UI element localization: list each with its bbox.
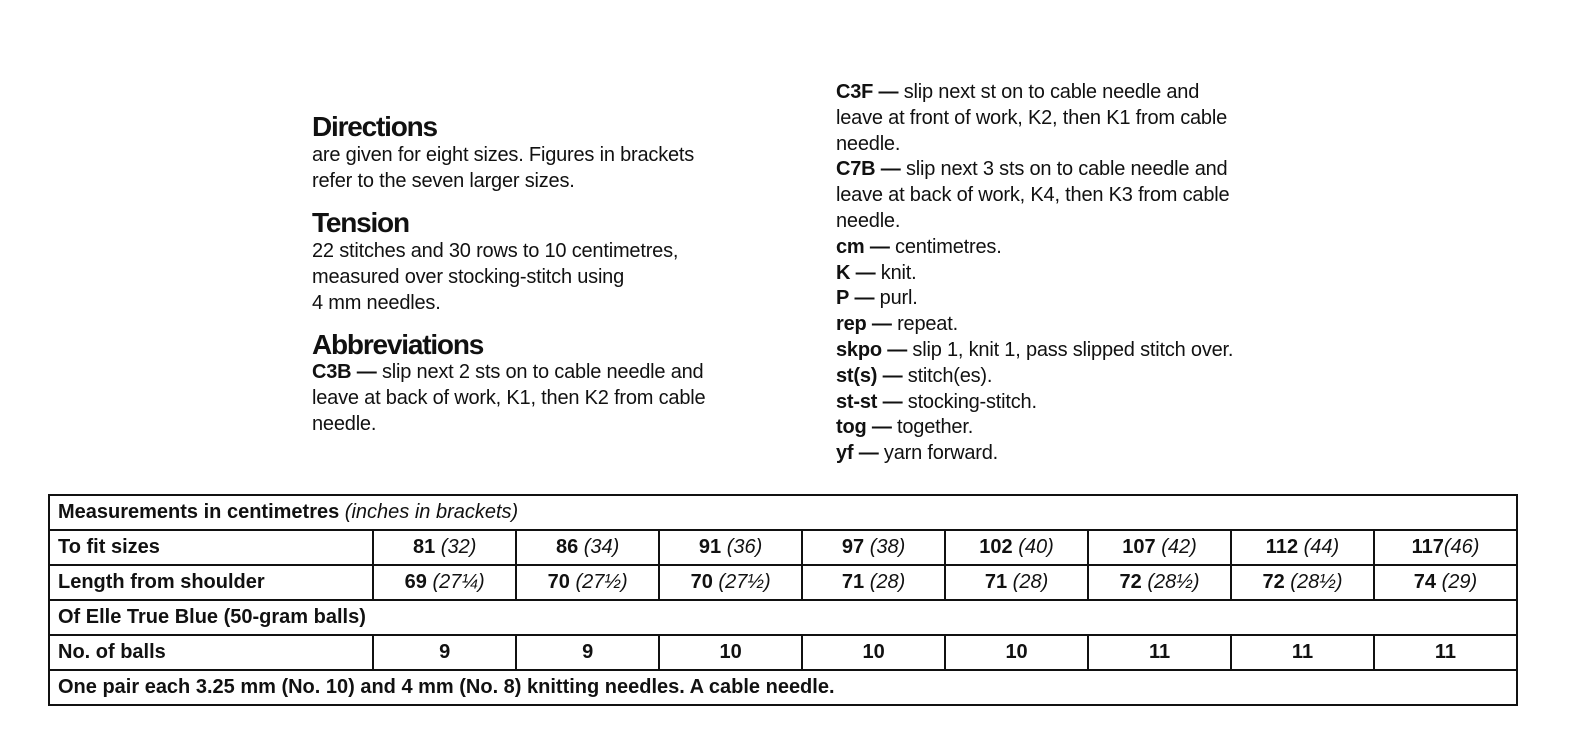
abbreviation-item: P — purl.	[836, 287, 918, 310]
cm-value: 81	[412, 536, 436, 558]
table-cell: 10	[945, 635, 1088, 670]
abbreviation-definition: leave at front of work, K2, then K1 from cable	[836, 106, 1228, 129]
abbreviation-definition: slip next st on to cable needle and	[903, 81, 1200, 103]
abbreviation-item: C3F — slip next st on to cable needle and leave at front of work, K2, then K1 from cable needle.	[836, 81, 1228, 155]
abbreviation-item: skpo — slip 1, knit 1, pass slipped stitch over.	[836, 338, 1234, 361]
abbreviation-item: st(s) — stitch(es).	[836, 364, 993, 387]
abbreviation-definition: leave at back of work, K4, then K3 from cable	[836, 184, 1230, 207]
abbreviation-definition: leave at back of work, K1, then K2 from cable	[312, 386, 706, 409]
inch-value: (42)	[1161, 536, 1197, 558]
inch-value: (27½)	[575, 571, 628, 593]
inch-value: (34)	[583, 536, 620, 558]
inch-value: (36)	[726, 536, 763, 558]
needles-cell: One pair each 3.25 mm (No. 10) and 4 mm (No. 8) knitting needles. A cable needle.	[49, 670, 1517, 705]
cm-value: 112	[1265, 536, 1299, 558]
table-cell: 10	[802, 635, 945, 670]
abbreviation-term: C3B	[312, 361, 352, 383]
abbreviation-definition: repeat.	[897, 313, 958, 336]
abbreviation-item: yf — yarn forward.	[836, 442, 999, 465]
abbreviation-term: rep	[836, 313, 867, 336]
table-cell: 11	[1231, 635, 1374, 670]
tension-line: 22 stitches and 30 rows to 10 centimetres,	[312, 240, 679, 262]
inch-value: (38)	[869, 536, 906, 558]
table-header-title: Measurements in centimetres	[58, 501, 340, 523]
left-column	[312, 112, 772, 437]
abbreviation-definition: slip next 3 sts on to cable needle and	[905, 158, 1228, 181]
abbreviation-term: C7B	[836, 158, 876, 181]
table-row-balls	[49, 635, 1517, 670]
directions-heading: Directions	[312, 111, 437, 142]
cm-value: 107	[1122, 536, 1156, 558]
abbreviation-item: C7B — slip next 3 sts on to cable needle and leave at back of work, K4, then K3 from cable needle.	[836, 158, 1230, 232]
directions-text	[312, 142, 772, 194]
table-cell	[945, 530, 1088, 565]
inch-value: (27½)	[718, 571, 771, 593]
abbreviation-term: tog	[836, 416, 867, 439]
inch-value: (28½)	[1290, 571, 1343, 593]
right-column	[836, 80, 1296, 467]
table-row-needles	[49, 670, 1517, 705]
cm-value: 70	[690, 571, 713, 593]
table-row-yarn	[49, 600, 1517, 635]
abbreviation-definition: slip 1, knit 1, pass slipped stitch over.	[912, 338, 1234, 361]
abbreviation-definition: needle.	[312, 412, 377, 435]
cm-value: 72	[1262, 571, 1285, 593]
cm-value: 117	[1411, 536, 1444, 558]
table-cell	[1088, 530, 1231, 565]
abbreviation-term: P	[836, 287, 850, 310]
abbreviation-item: cm — centimetres.	[836, 235, 1002, 258]
table-cell	[516, 530, 659, 565]
row-label: No. of balls	[49, 635, 373, 670]
abbreviation-term: cm	[836, 235, 865, 258]
table-cell	[802, 530, 945, 565]
table-cell	[945, 565, 1088, 600]
table-cell	[1088, 565, 1231, 600]
abbreviation-item: C3B — slip next 2 sts on to cable needle and leave at back of work, K1, then K2 from cable needle.	[312, 361, 706, 435]
tension-line: measured over stocking-stitch using	[312, 266, 625, 288]
inch-value: (46)	[1443, 536, 1480, 558]
table-cell	[1231, 530, 1374, 565]
tension-text	[312, 238, 772, 316]
abbreviation-definition: stitch(es).	[907, 364, 993, 387]
abbreviation-definition: yarn forward.	[883, 442, 999, 465]
abbreviation-term: skpo	[836, 338, 882, 361]
cm-value: 72	[1119, 571, 1142, 593]
measurements-table	[48, 494, 1518, 706]
table-cell: 11	[1374, 635, 1517, 670]
inch-value: (28½)	[1147, 571, 1200, 593]
abbreviation-definition: knit.	[880, 261, 917, 284]
cm-value: 91	[698, 536, 722, 558]
cm-value: 70	[547, 571, 570, 593]
abbreviation-definition: needle.	[836, 132, 901, 155]
abbreviation-term: C3F	[836, 81, 874, 103]
table-cell	[659, 530, 802, 565]
cm-value: 97	[841, 536, 865, 558]
table-cell	[373, 530, 516, 565]
cm-value: 71	[841, 571, 865, 593]
abbreviation-definition: purl.	[879, 287, 918, 310]
inch-value: (29)	[1441, 571, 1478, 593]
cm-value: 102	[979, 536, 1013, 558]
table-cell	[1231, 565, 1374, 600]
abbreviation-term: yf	[836, 442, 854, 465]
inch-value: (27¼)	[432, 571, 485, 593]
inch-value: (28)	[869, 571, 906, 593]
inch-value: (32)	[440, 536, 477, 558]
cm-value: 69	[404, 571, 427, 593]
table-cell	[1374, 530, 1517, 565]
abbreviation-definition: centimetres.	[895, 235, 1002, 258]
abbreviation-item: st-st — stocking-stitch.	[836, 390, 1037, 413]
table-cell: 11	[1088, 635, 1231, 670]
table-header-note: (inches in brackets)	[344, 501, 519, 523]
abbreviation-definition: stocking-stitch.	[907, 390, 1037, 413]
abbreviation-item: tog — together.	[836, 416, 974, 439]
row-label: Length from shoulder	[49, 565, 373, 600]
abbreviation-definition: slip next 2 sts on to cable needle and	[381, 361, 704, 383]
abbreviations-heading: Abbreviations	[312, 329, 484, 360]
abbreviation-term: st(s)	[836, 364, 878, 387]
inch-value: (28)	[1012, 571, 1049, 593]
abbreviation-term: K	[836, 261, 851, 284]
table-cell	[373, 565, 516, 600]
cm-value: 71	[984, 571, 1008, 593]
abbreviation-term: st-st	[836, 390, 878, 413]
table-cell: 9	[373, 635, 516, 670]
inch-value: (40)	[1018, 536, 1054, 558]
cm-value: 74	[1413, 571, 1437, 593]
cm-value: 86	[555, 536, 579, 558]
directions-line: are given for eight sizes. Figures in brackets	[312, 144, 695, 166]
yarn-cell: Of Elle True Blue (50-gram balls)	[49, 600, 1517, 635]
table-cell	[802, 565, 945, 600]
tension-heading: Tension	[312, 207, 409, 238]
table-row-length	[49, 565, 1517, 600]
abbreviation-definition: needle.	[836, 209, 901, 232]
table-row-sizes	[49, 530, 1517, 565]
tension-line: 4 mm needles.	[312, 292, 441, 314]
table-cell: 10	[659, 635, 802, 670]
inch-value: (44)	[1303, 536, 1340, 558]
abbreviation-item: rep — repeat.	[836, 313, 958, 336]
abbreviation-item: K — knit.	[836, 261, 917, 284]
table-cell	[1374, 565, 1517, 600]
table-cell	[516, 565, 659, 600]
table-cell: 9	[516, 635, 659, 670]
directions-line: refer to the seven larger sizes.	[312, 170, 575, 192]
table-header-cell	[49, 495, 1517, 530]
abbreviation-definition: together.	[897, 416, 974, 439]
table-cell	[659, 565, 802, 600]
row-label: To fit sizes	[49, 530, 373, 565]
table-header-row	[49, 495, 1517, 530]
